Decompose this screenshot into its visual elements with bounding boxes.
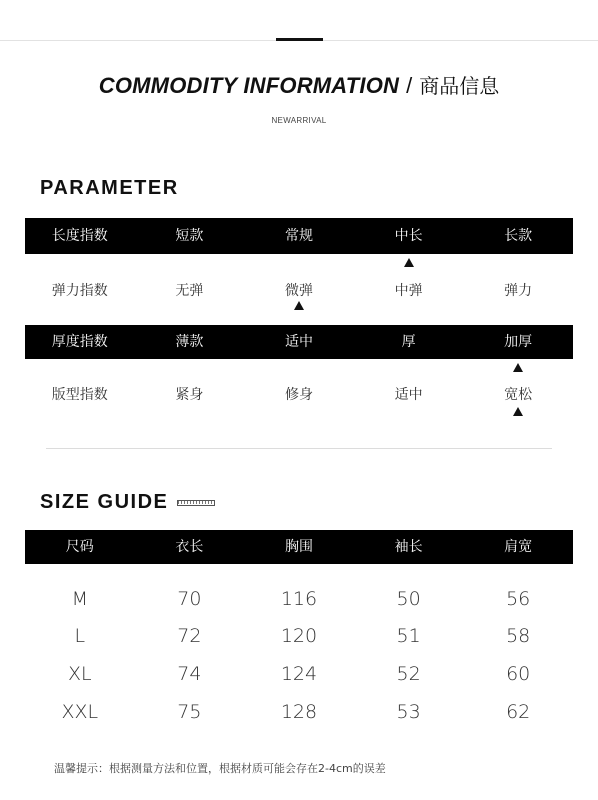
size-cell: 75 xyxy=(177,701,202,723)
param-option: 适中 xyxy=(394,387,423,403)
subtitle: NEWARRIVAL xyxy=(271,116,327,125)
param-option: 弹力 xyxy=(504,283,533,299)
size-header-cell: 衣长 xyxy=(175,539,204,555)
ruler-icon xyxy=(177,500,215,506)
size-cell: 50 xyxy=(396,588,421,610)
size-cell: L xyxy=(74,625,86,647)
size-cell: 124 xyxy=(280,663,318,685)
section-divider xyxy=(46,448,552,449)
param-label: 弹力指数 xyxy=(51,283,108,299)
selected-marker-icon xyxy=(513,407,523,416)
selected-marker-icon xyxy=(404,258,414,267)
param-option: 短款 xyxy=(175,228,204,244)
title-chinese: 商品信息 xyxy=(419,74,500,98)
param-option: 长款 xyxy=(504,228,533,244)
size-header-cell: 肩宽 xyxy=(504,539,533,555)
param-row-length xyxy=(25,218,573,254)
param-option: 适中 xyxy=(284,334,313,350)
top-accent-bar xyxy=(276,38,323,41)
page-title xyxy=(0,71,598,102)
size-cell: XL xyxy=(67,663,92,685)
param-option-selected: 宽松 xyxy=(504,387,533,403)
size-cell: 58 xyxy=(506,625,531,647)
size-cell: 56 xyxy=(506,588,531,610)
param-option: 常规 xyxy=(284,228,313,244)
size-cell: 74 xyxy=(177,663,202,685)
measurement-note: 温馨提示：根据测量方法和位置，根据材质可能会存在2-4cm的误差 xyxy=(54,762,386,775)
title-separator: / xyxy=(406,73,413,98)
size-header-cell: 胸围 xyxy=(284,539,313,555)
size-header-cell: 袖长 xyxy=(394,539,423,555)
param-label: 厚度指数 xyxy=(51,334,108,350)
size-cell: 120 xyxy=(280,625,318,647)
size-table-row xyxy=(25,699,573,725)
size-guide-title: SIZE GUIDE xyxy=(40,491,169,513)
size-table-row xyxy=(25,661,573,687)
size-cell: 62 xyxy=(506,701,531,723)
param-marker-row-length xyxy=(25,256,573,268)
size-cell: 51 xyxy=(396,625,421,647)
param-marker-row-elasticity xyxy=(25,300,573,312)
param-label: 版型指数 xyxy=(51,387,108,403)
param-option: 紧身 xyxy=(175,387,204,403)
param-option-selected: 中长 xyxy=(394,228,423,244)
param-option-selected: 微弹 xyxy=(284,283,313,299)
param-row-elasticity xyxy=(25,280,573,302)
size-cell: 53 xyxy=(396,701,421,723)
param-option: 厚 xyxy=(401,334,416,350)
param-label: 长度指数 xyxy=(51,228,108,244)
selected-marker-icon xyxy=(294,301,304,310)
param-row-thickness xyxy=(25,325,573,359)
param-option: 中弹 xyxy=(394,283,423,299)
param-marker-row-fit xyxy=(25,405,573,417)
size-table-row xyxy=(25,586,573,612)
param-option-selected: 加厚 xyxy=(504,334,533,350)
size-cell: 60 xyxy=(506,663,531,685)
size-cell: 52 xyxy=(396,663,421,685)
size-header-cell: 尺码 xyxy=(65,539,94,555)
size-cell: 128 xyxy=(280,701,318,723)
param-option: 无弹 xyxy=(175,283,204,299)
size-table-row xyxy=(25,623,573,649)
size-table-header xyxy=(25,530,573,564)
size-cell: 72 xyxy=(177,625,202,647)
selected-marker-icon xyxy=(513,363,523,372)
param-row-fit xyxy=(25,384,573,406)
param-marker-row-thickness xyxy=(25,362,573,374)
param-option: 薄款 xyxy=(175,334,204,350)
size-cell: 70 xyxy=(177,588,202,610)
size-cell: M xyxy=(71,588,88,610)
size-cell: XXL xyxy=(61,701,99,723)
title-english: COMMODITY INFORMATION xyxy=(98,73,400,98)
parameter-title: PARAMETER xyxy=(40,177,179,199)
size-cell: 116 xyxy=(280,588,318,610)
param-option: 修身 xyxy=(284,387,313,403)
